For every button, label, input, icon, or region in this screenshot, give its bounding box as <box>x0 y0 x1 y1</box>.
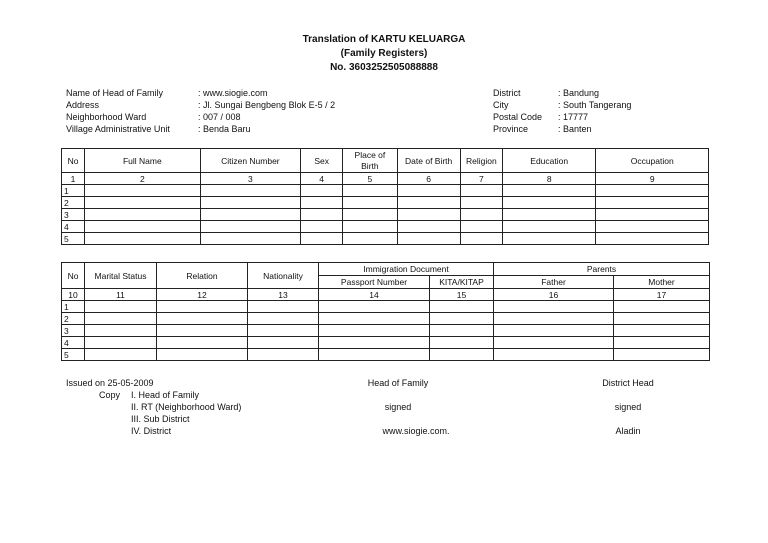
column-number: 1 <box>62 173 85 185</box>
column-number-row <box>62 173 709 185</box>
row-number: 1 <box>62 301 85 313</box>
cell <box>502 209 595 221</box>
cell <box>343 185 397 197</box>
cell <box>460 233 502 245</box>
cell <box>248 325 319 337</box>
copy-item: I. Head of Family <box>131 390 200 400</box>
cell <box>248 337 319 349</box>
cell <box>596 185 709 197</box>
cell <box>397 185 460 197</box>
cell <box>85 301 157 313</box>
district-head-signed: signed <box>614 402 642 412</box>
district-head-title: District Head <box>602 378 654 388</box>
row-number: 4 <box>62 221 85 233</box>
cell <box>85 313 157 325</box>
header-relation: Relation <box>157 263 248 289</box>
column-number: 14 <box>319 289 430 301</box>
header-kita-kitap: KITA/KITAP <box>430 276 494 289</box>
cell <box>494 301 614 313</box>
cell <box>502 221 595 233</box>
info-value-address: : Jl. Sungai Bengbeng Blok E-5 / 2 <box>198 100 336 110</box>
table-row <box>62 313 710 325</box>
cell <box>248 301 319 313</box>
info-right-labels <box>493 87 542 135</box>
row-number: 2 <box>62 313 85 325</box>
cell <box>343 233 397 245</box>
cell <box>494 325 614 337</box>
cell <box>200 233 300 245</box>
row-number: 5 <box>62 233 85 245</box>
cell <box>319 349 430 361</box>
column-number: 12 <box>157 289 248 301</box>
info-label-address: Address <box>66 100 100 110</box>
document-subtitle: (Family Registers) <box>340 48 428 59</box>
cell <box>596 209 709 221</box>
info-value-city: : South Tangerang <box>558 100 632 110</box>
cell <box>494 313 614 325</box>
cell <box>596 221 709 233</box>
cell <box>200 185 300 197</box>
cell <box>157 337 248 349</box>
cell <box>157 313 248 325</box>
info-label-district: District <box>493 88 521 98</box>
cell <box>319 325 430 337</box>
cell <box>85 197 201 209</box>
cell <box>85 233 201 245</box>
cell <box>248 313 319 325</box>
cell <box>85 325 157 337</box>
cell <box>301 233 343 245</box>
info-label-city: City <box>493 100 509 110</box>
header-immigration-document: Immigration Document <box>319 263 494 276</box>
row-number: 5 <box>62 349 85 361</box>
info-value-postal: : 17777 <box>558 112 589 122</box>
head-of-family-name: www.siogie.com. <box>382 426 450 436</box>
copy-list <box>131 389 241 437</box>
cell <box>502 185 595 197</box>
header-occupation: Occupation <box>596 149 709 173</box>
cell <box>157 349 248 361</box>
cell <box>397 209 460 221</box>
table-row <box>62 185 709 197</box>
district-head-name: Aladin <box>615 426 641 436</box>
header-full-name: Full Name <box>85 149 201 173</box>
cell <box>85 185 201 197</box>
table-row <box>62 221 709 233</box>
cell <box>494 337 614 349</box>
members-table <box>61 148 709 245</box>
header-date-of-birth: Date of Birth <box>397 149 460 173</box>
column-number: 10 <box>62 289 85 301</box>
cell <box>430 313 494 325</box>
cell <box>248 349 319 361</box>
cell <box>596 233 709 245</box>
cell <box>430 301 494 313</box>
cell <box>301 197 343 209</box>
column-number: 2 <box>85 173 201 185</box>
row-number: 4 <box>62 337 85 349</box>
table-row <box>62 209 709 221</box>
cell <box>301 185 343 197</box>
copy-item: III. Sub District <box>131 414 190 424</box>
copy-item: IV. District <box>131 426 172 436</box>
info-left-labels <box>66 87 170 135</box>
cell <box>460 209 502 221</box>
cell <box>494 349 614 361</box>
cell <box>319 301 430 313</box>
cell <box>319 337 430 349</box>
header-passport-number: Passport Number <box>319 276 430 289</box>
header-religion: Religion <box>460 149 502 173</box>
cell <box>301 221 343 233</box>
cell <box>301 209 343 221</box>
column-number-row <box>62 289 710 301</box>
column-number: 16 <box>494 289 614 301</box>
header-mother: Mother <box>614 276 710 289</box>
info-value-ward: : 007 / 008 <box>198 112 241 122</box>
info-right-values <box>558 87 631 135</box>
cell <box>502 197 595 209</box>
cell <box>200 209 300 221</box>
column-number: 7 <box>460 173 502 185</box>
info-value-province: : Banten <box>558 124 592 134</box>
cell <box>343 197 397 209</box>
table-header-row <box>62 149 709 173</box>
column-number: 13 <box>248 289 319 301</box>
table-row <box>62 337 710 349</box>
cell <box>430 337 494 349</box>
cell <box>614 301 710 313</box>
document-title: Translation of KARTU KELUARGA <box>302 34 466 45</box>
cell <box>596 197 709 209</box>
row-number: 3 <box>62 325 85 337</box>
header-nationality: Nationality <box>248 263 319 289</box>
info-label-ward: Neighborhood Ward <box>66 112 147 122</box>
header-place-of-birth: Place of Birth <box>343 149 397 173</box>
row-number: 3 <box>62 209 85 221</box>
cell <box>85 349 157 361</box>
head-of-family-signed: signed <box>384 402 412 412</box>
header-parents: Parents <box>494 263 710 276</box>
status-table <box>61 262 710 361</box>
cell <box>157 301 248 313</box>
cell <box>614 337 710 349</box>
table-header-row <box>62 263 710 276</box>
column-number: 6 <box>397 173 460 185</box>
issued-date: Issued on 25-05-2009 <box>66 378 154 388</box>
row-number: 2 <box>62 197 85 209</box>
header-citizen-number: Citizen Number <box>200 149 300 173</box>
cell <box>460 221 502 233</box>
header-no: No <box>62 149 85 173</box>
header-education: Education <box>502 149 595 173</box>
info-value-head-name: : www.siogie.com <box>198 88 268 98</box>
cell <box>397 197 460 209</box>
cell <box>614 349 710 361</box>
cell <box>85 221 201 233</box>
cell <box>397 233 460 245</box>
cell <box>460 185 502 197</box>
column-number: 4 <box>301 173 343 185</box>
header-marital-status: Marital Status <box>85 263 157 289</box>
document-number: No. 3603252505088888 <box>330 62 438 73</box>
cell <box>343 209 397 221</box>
table-row <box>62 325 710 337</box>
cell <box>460 197 502 209</box>
cell <box>200 197 300 209</box>
info-label-postal: Postal Code <box>493 112 543 122</box>
info-value-district: : Bandung <box>558 88 600 98</box>
row-number: 1 <box>62 185 85 197</box>
info-label-village: Village Administrative Unit <box>66 124 170 134</box>
column-number: 15 <box>430 289 494 301</box>
table-row <box>62 301 710 313</box>
cell <box>85 209 201 221</box>
header-no: No <box>62 263 85 289</box>
info-value-village: : Benda Baru <box>198 124 251 134</box>
table-row <box>62 349 710 361</box>
cell <box>319 313 430 325</box>
cell <box>614 313 710 325</box>
column-number: 5 <box>343 173 397 185</box>
head-of-family-title: Head of Family <box>367 378 429 388</box>
cell <box>502 233 595 245</box>
table-row <box>62 233 709 245</box>
cell <box>157 325 248 337</box>
column-number: 3 <box>200 173 300 185</box>
header-father: Father <box>494 276 614 289</box>
header-sex: Sex <box>301 149 343 173</box>
column-number: 17 <box>614 289 710 301</box>
info-label-province: Province <box>493 124 529 134</box>
info-label-head-name: Name of Head of Family <box>66 88 164 98</box>
column-number: 8 <box>502 173 595 185</box>
cell <box>397 221 460 233</box>
cell <box>85 337 157 349</box>
cell <box>614 325 710 337</box>
copy-label: Copy <box>99 390 121 400</box>
cell <box>343 221 397 233</box>
copy-item: II. RT (Neighborhood Ward) <box>131 402 242 412</box>
cell <box>430 349 494 361</box>
column-number: 11 <box>85 289 157 301</box>
info-left-values <box>198 87 335 135</box>
cell <box>200 221 300 233</box>
cell <box>430 325 494 337</box>
table-row <box>62 197 709 209</box>
column-number: 9 <box>596 173 709 185</box>
